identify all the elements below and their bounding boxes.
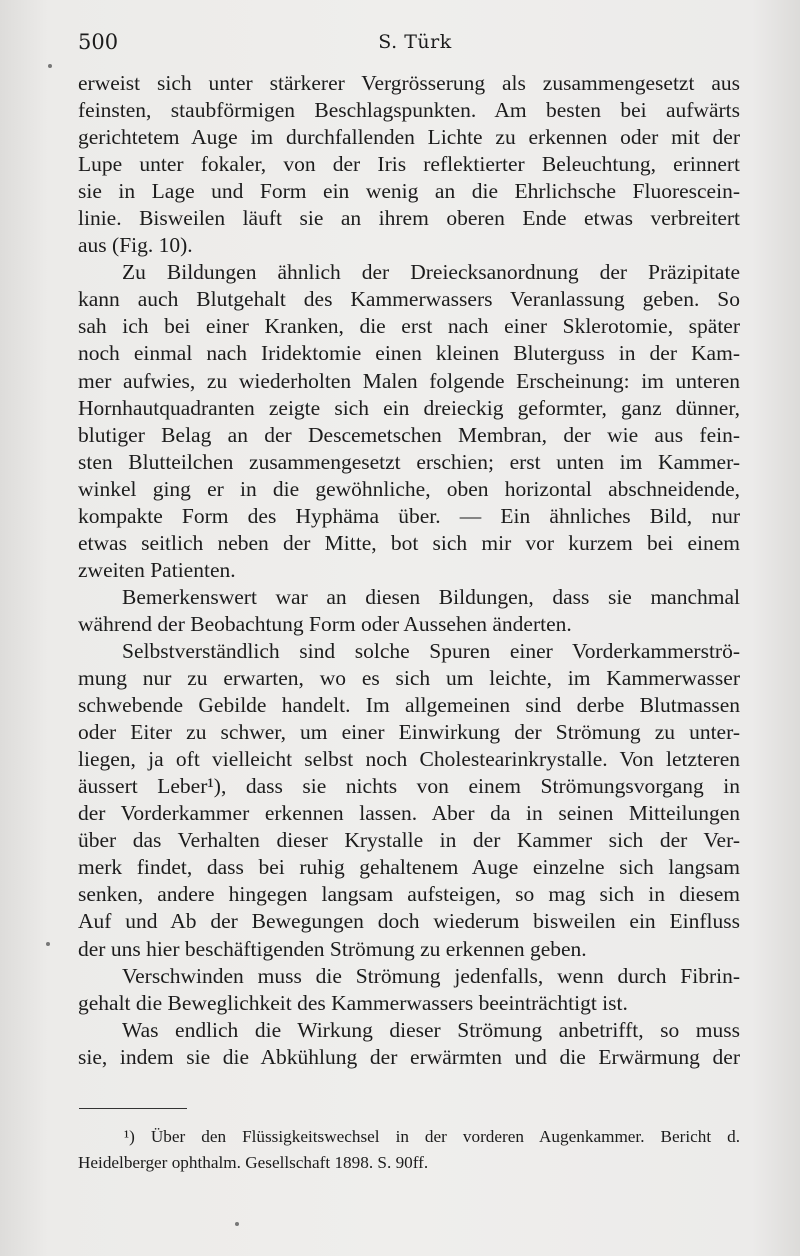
- text-line: der uns hier beschäftigenden Strömung zu erkennen geben.: [78, 936, 587, 961]
- text-line: Bemerkenswert war an diesen Bildungen, dass sie manchmal: [122, 584, 740, 609]
- paragraph: [78, 963, 740, 1017]
- text-line: Zu Bildungen ähnlich der Dreiecksanordnung der Präzipitate: [122, 260, 740, 285]
- body-text: [78, 70, 740, 1071]
- text-line: Lupe unter fokaler, von der Iris reflektierter Beleuchtung, erinnert: [78, 152, 740, 177]
- paragraph: [78, 70, 740, 259]
- text-line: sie, indem sie die Abkühlung der erwärmten und die Erwärmung der: [78, 1044, 740, 1069]
- speck-mark: [48, 64, 52, 68]
- paragraph: [78, 584, 740, 638]
- text-line: senken, andere hingegen langsam aufsteigen, so mag sich in diesem: [78, 882, 740, 907]
- text-line: noch einmal nach Iridektomie einen kleinen Bluterguss in der Kam-: [78, 341, 740, 366]
- speck-mark: [235, 1222, 239, 1226]
- text-line: über das Verhalten dieser Krystalle in der Kammer sich der Ver-: [78, 828, 740, 853]
- footnote-line: Heidelberger ophthalm. Gesellschaft 1898. S. 90ff.: [78, 1153, 429, 1172]
- paragraph: [78, 1017, 740, 1071]
- text-line: Selbstverständlich sind solche Spuren einer Vorderkammerströ-: [122, 638, 740, 663]
- text-line: zweiten Patienten.: [78, 557, 236, 582]
- text-line: sten Blutteilchen zusammengesetzt erschien; erst unten im Kammer-: [78, 449, 740, 474]
- text-line: mung nur zu erwarten, wo es sich um leichte, im Kammerwasser: [78, 666, 740, 691]
- text-line: der Vorderkammer erkennen lassen. Aber da in seinen Mitteilungen: [78, 801, 740, 826]
- text-line: gerichtetem Auge im durchfallenden Lichte zu erkennen oder mit der: [78, 125, 740, 150]
- page-number: 500: [78, 30, 119, 54]
- text-line: Verschwinden muss die Strömung jedenfalls, wenn durch Fibrin-: [122, 963, 740, 988]
- text-line: merk findet, dass bei ruhig gehaltenem Auge einzelne sich langsam: [78, 855, 740, 880]
- text-line: winkel ging er in die gewöhnliche, oben horizontal abschneidende,: [78, 476, 740, 501]
- text-line: Hornhautquadranten zeigte sich ein dreieckig geformter, ganz dünner,: [78, 395, 740, 420]
- running-title: S. Türk: [378, 31, 452, 53]
- footnote-line: ¹) Über den Flüssigkeitswechsel in der vorderen Augenkammer. Bericht d.: [124, 1127, 740, 1146]
- text-line: sah ich bei einer Kranken, die erst nach einer Sklerotomie, später: [78, 314, 740, 339]
- text-line: liegen, ja oft vielleicht selbst noch Cholestearinkrystalle. Von letzteren: [78, 747, 740, 772]
- text-line: mer aufwies, zu wiederholten Malen folgende Erscheinung: im unteren: [78, 368, 740, 393]
- text-line: gehalt die Beweglichkeit des Kammerwassers beeinträchtigt ist.: [78, 990, 628, 1015]
- text-line: Auf und Ab der Bewegungen doch wiederum bisweilen ein Einfluss: [78, 909, 740, 934]
- paragraph: [78, 259, 740, 584]
- footnote-divider: [79, 1108, 187, 1109]
- speck-mark: [46, 942, 50, 946]
- text-line: erweist sich unter stärkerer Vergrösserung als zusammengesetzt aus: [78, 71, 740, 95]
- text-line: oder Eiter zu schwer, um einer Einwirkung der Strömung zu unter-: [78, 720, 740, 745]
- text-line: linie. Bisweilen läuft sie an ihrem oberen Ende etwas verbreitert: [78, 206, 740, 231]
- text-line: sie in Lage und Form ein wenig an die Ehrlichsche Fluorescein-: [78, 179, 740, 204]
- footnote: [78, 1124, 740, 1176]
- text-line: äussert Leber¹), dass sie nichts von einem Strömungsvorgang in: [78, 774, 740, 799]
- text-line: etwas seitlich neben der Mitte, bot sich mir vor kurzem bei einem: [78, 530, 740, 555]
- text-line: blutiger Belag an der Descemetschen Membran, der wie aus fein-: [78, 422, 740, 447]
- text-line: Was endlich die Wirkung dieser Strömung anbetrifft, so muss: [122, 1017, 740, 1042]
- text-line: während der Beobachtung Form oder Aussehen änderten.: [78, 611, 572, 636]
- text-line: aus (Fig. 10).: [78, 233, 193, 258]
- text-line: schwebende Gebilde handelt. Im allgemeinen sind derbe Blutmassen: [78, 693, 740, 718]
- text-line: kann auch Blutgehalt des Kammerwassers Veranlassung geben. So: [78, 287, 740, 312]
- page-header: [78, 30, 752, 60]
- text-line: feinsten, staubförmigen Beschlagspunkten. Am besten bei aufwärts: [78, 98, 740, 123]
- text-line: kompakte Form des Hyphäma über. — Ein ähnliches Bild, nur: [78, 503, 740, 528]
- paragraph: [78, 638, 740, 963]
